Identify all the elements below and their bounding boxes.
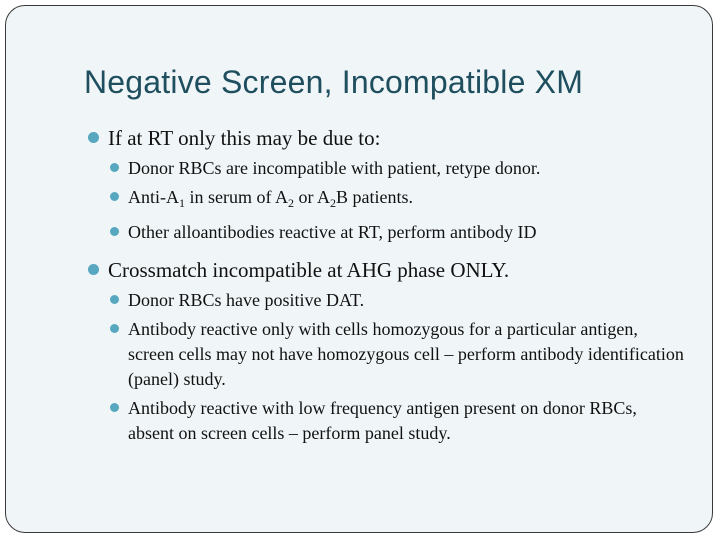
sub-bullet-text: Donor RBCs are incompatible with patient, retype donor. (128, 158, 541, 178)
bullet-item (86, 256, 686, 284)
sub-bullet-text: Donor RBCs have positive DAT. (128, 290, 365, 310)
bullet-text: If at RT only this may be due to: (108, 126, 381, 150)
bullet-icon (110, 295, 119, 304)
slide (5, 5, 713, 533)
sub-bullet-text: Antibody reactive with low frequency antigen present on donor RBCs, absent on screen cells – perform panel study. (128, 398, 637, 443)
sub-bullet-text: Antibody reactive only with cells homozygous for a particular antigen, screen cells may not have homozygous cell – perform antibody identification (panel) study. (128, 319, 684, 389)
bullet-icon (88, 264, 99, 275)
sub-bullet-item (86, 396, 686, 446)
bullet-icon (110, 192, 119, 201)
sub-bullet-item (86, 185, 686, 216)
sub-bullet-text: Anti-$A_1$ in serum of $A_2$ or $A_2B$ patients. (128, 187, 413, 210)
bullet-icon (110, 403, 119, 412)
sub-bullet-item (86, 220, 686, 245)
bullet-icon (110, 324, 119, 333)
bullet-item (86, 124, 686, 152)
sub-bullet-item (86, 317, 686, 392)
sub-bullet-item (86, 156, 686, 181)
bullet-icon (110, 163, 119, 172)
bullet-text: Crossmatch incompatible at AHG phase ONLY. (108, 258, 510, 282)
bullet-icon (88, 132, 99, 143)
bullet-list (86, 124, 686, 446)
sub-bullet-item (86, 288, 686, 313)
sub-bullet-text: Other alloantibodies reactive at RT, perform antibody ID (128, 222, 537, 242)
bullet-icon (110, 227, 119, 236)
slide-title: Negative Screen, Incompatible XM (84, 64, 584, 100)
